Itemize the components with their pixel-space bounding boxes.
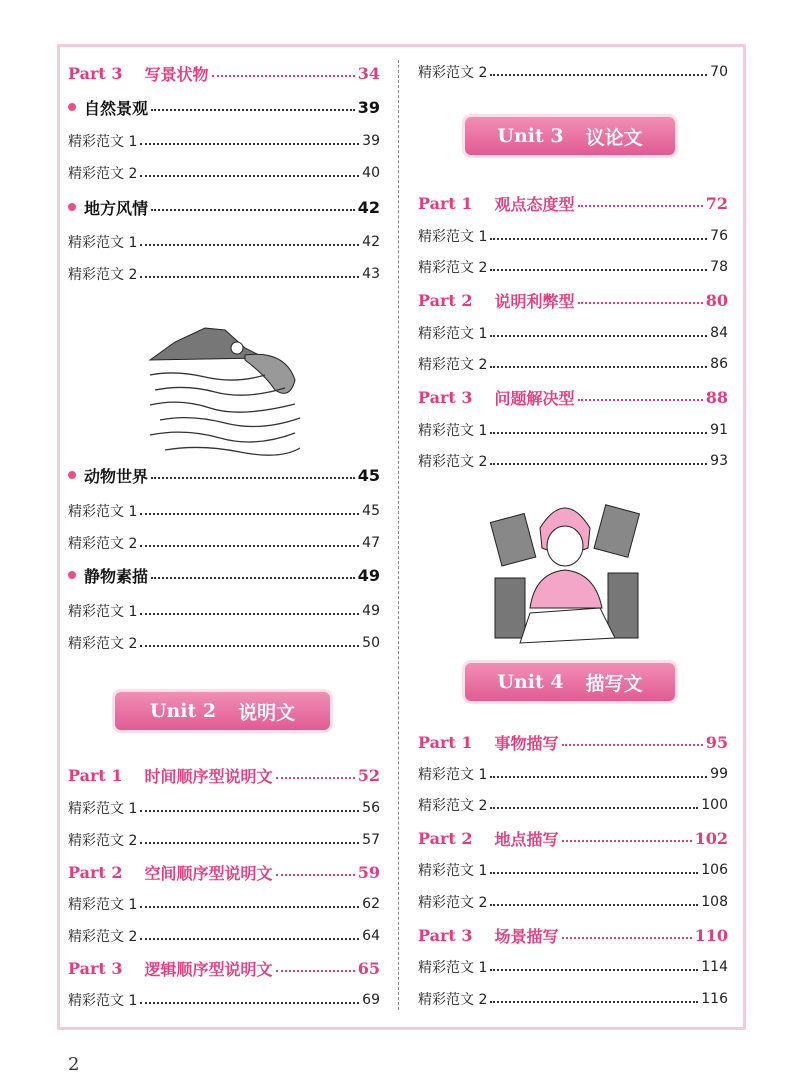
entry-title: 精彩范文 2 xyxy=(68,166,138,182)
entry-page-number: 116 xyxy=(701,991,728,1007)
unit-label: Unit 4 xyxy=(497,671,564,693)
unit-label: Unit 2 xyxy=(149,700,217,722)
entry-title: 精彩范文 1 xyxy=(68,235,138,251)
entry-title: 精彩范文 2 xyxy=(418,357,488,373)
toc-entry-item[interactable] xyxy=(68,891,380,917)
unit-2-banner[interactable] xyxy=(115,692,330,730)
toc-entry-part[interactable] xyxy=(418,922,728,948)
bullet-dot-icon xyxy=(68,471,76,479)
dot-leader xyxy=(276,970,355,972)
entry-page-number: 34 xyxy=(357,63,380,83)
dot-leader xyxy=(140,143,359,145)
toc-entry-part[interactable] xyxy=(68,859,380,885)
toc-entry-part[interactable] xyxy=(418,825,728,851)
unit-title: 描写文 xyxy=(585,672,643,695)
dot-leader xyxy=(140,842,359,844)
dot-leader xyxy=(140,1002,359,1004)
entry-page-number: 99 xyxy=(710,766,728,782)
toc-entry-part[interactable] xyxy=(418,729,728,755)
toc-entry-item[interactable] xyxy=(418,986,728,1012)
toc-entry-item[interactable] xyxy=(418,223,728,249)
toc-entry-item[interactable] xyxy=(68,128,380,154)
entry-page-number: 57 xyxy=(362,832,380,848)
toc-entry-item[interactable] xyxy=(68,987,380,1013)
entry-page-number: 64 xyxy=(362,928,380,944)
entry-page-number: 110 xyxy=(694,925,728,945)
dot-leader xyxy=(578,399,703,401)
entry-title: 事物描写 xyxy=(494,733,559,753)
part-label: Part 2 xyxy=(418,290,473,310)
dot-leader xyxy=(490,1001,698,1003)
dot-leader xyxy=(151,209,355,211)
toc-entry-item[interactable] xyxy=(68,827,380,853)
entry-page-number: 65 xyxy=(357,958,380,978)
dot-leader xyxy=(140,175,359,177)
dot-leader xyxy=(490,335,707,337)
part-label: Part 3 xyxy=(68,958,123,978)
entry-title: 自然景观 xyxy=(84,98,149,118)
toc-entry-item[interactable] xyxy=(418,857,728,883)
dot-leader xyxy=(490,269,707,271)
entry-title: 精彩范文 2 xyxy=(418,992,488,1008)
page-number: 2 xyxy=(68,1054,80,1075)
dot-leader xyxy=(140,613,359,615)
entry-page-number: 59 xyxy=(357,862,380,882)
dot-leader xyxy=(140,810,359,812)
entry-page-number: 80 xyxy=(705,290,728,310)
entry-title: 精彩范文 1 xyxy=(418,960,488,976)
entry-title: 地方风情 xyxy=(84,198,149,218)
toc-entry-bullet[interactable] xyxy=(68,562,380,588)
dot-leader xyxy=(140,938,359,940)
entry-title: 观点态度型 xyxy=(494,194,575,214)
bullet-dot-icon xyxy=(68,103,76,111)
entry-title: 精彩范文 2 xyxy=(418,895,488,911)
dot-leader xyxy=(490,776,707,778)
bullet-dot-icon xyxy=(68,203,76,211)
toc-entry-part[interactable] xyxy=(68,762,380,788)
part-label: Part 1 xyxy=(68,765,123,785)
column-divider xyxy=(398,60,399,1010)
toc-entry-item[interactable] xyxy=(68,598,380,624)
entry-page-number: 76 xyxy=(710,228,728,244)
toc-entry-item[interactable] xyxy=(418,417,728,443)
toc-entry-bullet[interactable] xyxy=(68,94,380,120)
entry-title: 精彩范文 1 xyxy=(68,134,138,150)
dot-leader xyxy=(562,937,692,939)
entry-page-number: 42 xyxy=(362,234,380,250)
entry-page-number: 52 xyxy=(357,765,380,785)
entry-title: 时间顺序型说明文 xyxy=(144,766,273,786)
dot-leader xyxy=(490,366,707,368)
entry-page-number: 45 xyxy=(357,465,380,485)
toc-entry-part[interactable] xyxy=(418,190,728,216)
entry-page-number: 56 xyxy=(362,800,380,816)
toc-entry-bullet[interactable] xyxy=(68,194,380,220)
dot-leader xyxy=(490,807,698,809)
toc-entry-item[interactable] xyxy=(68,923,380,949)
entry-title: 精彩范文 2 xyxy=(418,65,488,81)
entry-page-number: 95 xyxy=(705,732,728,752)
dot-leader xyxy=(490,969,698,971)
toc-entry-item[interactable] xyxy=(418,448,728,474)
entry-page-number: 78 xyxy=(710,259,728,275)
dot-leader xyxy=(578,205,703,207)
dot-leader xyxy=(140,513,359,515)
dot-leader xyxy=(212,75,355,77)
entry-title: 精彩范文 1 xyxy=(68,504,138,520)
toc-entry-item[interactable] xyxy=(68,261,380,287)
entry-title: 逻辑顺序型说明文 xyxy=(144,959,273,979)
dot-leader xyxy=(140,276,359,278)
dot-leader xyxy=(490,432,707,434)
toc-entry-item[interactable] xyxy=(68,498,380,524)
part-label: Part 3 xyxy=(68,63,123,83)
entry-page-number: 102 xyxy=(694,828,728,848)
entry-title: 精彩范文 2 xyxy=(418,798,488,814)
entry-title: 精彩范文 1 xyxy=(68,801,138,817)
toc-entry-part[interactable] xyxy=(418,287,728,313)
entry-title: 精彩范文 1 xyxy=(418,326,488,342)
part-label: Part 2 xyxy=(68,862,123,882)
entry-title: 精彩范文 2 xyxy=(68,636,138,652)
dot-leader xyxy=(578,302,703,304)
unit-title: 说明文 xyxy=(238,701,296,724)
entry-title: 写景状物 xyxy=(144,64,209,84)
dot-leader xyxy=(140,906,359,908)
entry-page-number: 88 xyxy=(705,387,728,407)
part-label: Part 1 xyxy=(418,732,473,752)
entry-page-number: 106 xyxy=(701,862,728,878)
entry-page-number: 84 xyxy=(710,325,728,341)
entry-page-number: 114 xyxy=(701,959,728,975)
entry-title: 说明利弊型 xyxy=(494,291,575,311)
toc-entry-part[interactable] xyxy=(418,384,728,410)
dot-leader xyxy=(490,463,707,465)
toc-entry-item[interactable] xyxy=(418,351,728,377)
entry-title: 精彩范文 2 xyxy=(68,536,138,552)
toc-entry-item[interactable] xyxy=(418,792,728,818)
part-label: Part 1 xyxy=(418,193,473,213)
entry-page-number: 40 xyxy=(362,165,380,181)
part-label: Part 3 xyxy=(418,925,473,945)
entry-title: 问题解决型 xyxy=(494,388,575,408)
dot-leader xyxy=(490,238,707,240)
entry-title: 精彩范文 1 xyxy=(68,604,138,620)
entry-page-number: 39 xyxy=(357,97,380,117)
entry-title: 精彩范文 2 xyxy=(68,267,138,283)
student-writing-illustration xyxy=(490,488,640,653)
entry-title: 精彩范文 1 xyxy=(418,767,488,783)
entry-page-number: 43 xyxy=(362,266,380,282)
entry-title: 精彩范文 2 xyxy=(68,929,138,945)
entry-title: 精彩范文 1 xyxy=(418,863,488,879)
entry-title: 精彩范文 1 xyxy=(68,993,138,1009)
toc-entry-item[interactable] xyxy=(418,889,728,915)
toc-entry-item[interactable] xyxy=(418,954,728,980)
entry-title: 动物世界 xyxy=(84,466,149,486)
dot-leader xyxy=(151,577,355,579)
entry-page-number: 62 xyxy=(362,896,380,912)
toc-entry-item[interactable] xyxy=(68,630,380,656)
toc-entry-part[interactable] xyxy=(68,60,380,86)
part-label: Part 2 xyxy=(418,828,473,848)
dot-leader xyxy=(276,777,355,779)
dot-leader xyxy=(140,545,359,547)
toc-entry-item[interactable] xyxy=(418,59,728,85)
dot-leader xyxy=(490,872,698,874)
unit-4-banner[interactable] xyxy=(465,663,675,701)
unit-3-banner[interactable] xyxy=(465,117,675,155)
entry-title: 精彩范文 2 xyxy=(418,260,488,276)
seascape-illustration xyxy=(145,320,305,460)
dot-leader xyxy=(562,840,692,842)
entry-title: 精彩范文 1 xyxy=(418,229,488,245)
entry-page-number: 50 xyxy=(362,635,380,651)
entry-page-number: 100 xyxy=(701,797,728,813)
entry-title: 场景描写 xyxy=(494,926,559,946)
toc-entry-item[interactable] xyxy=(418,761,728,787)
entry-page-number: 70 xyxy=(710,64,728,80)
toc-entry-part[interactable] xyxy=(68,955,380,981)
entry-page-number: 72 xyxy=(705,193,728,213)
unit-title: 议论文 xyxy=(585,126,643,149)
entry-page-number: 49 xyxy=(362,603,380,619)
entry-page-number: 42 xyxy=(357,197,380,217)
entry-title: 静物素描 xyxy=(84,566,149,586)
dot-leader xyxy=(490,74,707,76)
toc-entry-item[interactable] xyxy=(68,795,380,821)
dot-leader xyxy=(140,645,359,647)
toc-entry-bullet[interactable] xyxy=(68,462,380,488)
entry-title: 精彩范文 1 xyxy=(68,897,138,913)
toc-entry-item[interactable] xyxy=(68,160,380,186)
dot-leader xyxy=(490,904,698,906)
unit-label: Unit 3 xyxy=(497,125,564,147)
entry-title: 精彩范文 2 xyxy=(418,454,488,470)
entry-page-number: 91 xyxy=(710,422,728,438)
part-label: Part 3 xyxy=(418,387,473,407)
dot-leader xyxy=(151,109,355,111)
entry-title: 空间顺序型说明文 xyxy=(144,863,273,883)
toc-entry-item[interactable] xyxy=(68,229,380,255)
entry-title: 精彩范文 1 xyxy=(418,423,488,439)
entry-page-number: 108 xyxy=(701,894,728,910)
dot-leader xyxy=(151,477,355,479)
entry-page-number: 39 xyxy=(362,133,380,149)
toc-entry-item[interactable] xyxy=(68,530,380,556)
entry-page-number: 93 xyxy=(710,453,728,469)
dot-leader xyxy=(276,874,355,876)
entry-title: 精彩范文 2 xyxy=(68,833,138,849)
entry-page-number: 47 xyxy=(362,535,380,551)
toc-entry-item[interactable] xyxy=(418,320,728,346)
toc-entry-item[interactable] xyxy=(418,254,728,280)
entry-page-number: 69 xyxy=(362,992,380,1008)
bullet-dot-icon xyxy=(68,571,76,579)
entry-page-number: 86 xyxy=(710,356,728,372)
dot-leader xyxy=(140,244,359,246)
entry-page-number: 45 xyxy=(362,503,380,519)
entry-page-number: 49 xyxy=(357,565,380,585)
dot-leader xyxy=(562,744,703,746)
entry-title: 地点描写 xyxy=(494,829,559,849)
